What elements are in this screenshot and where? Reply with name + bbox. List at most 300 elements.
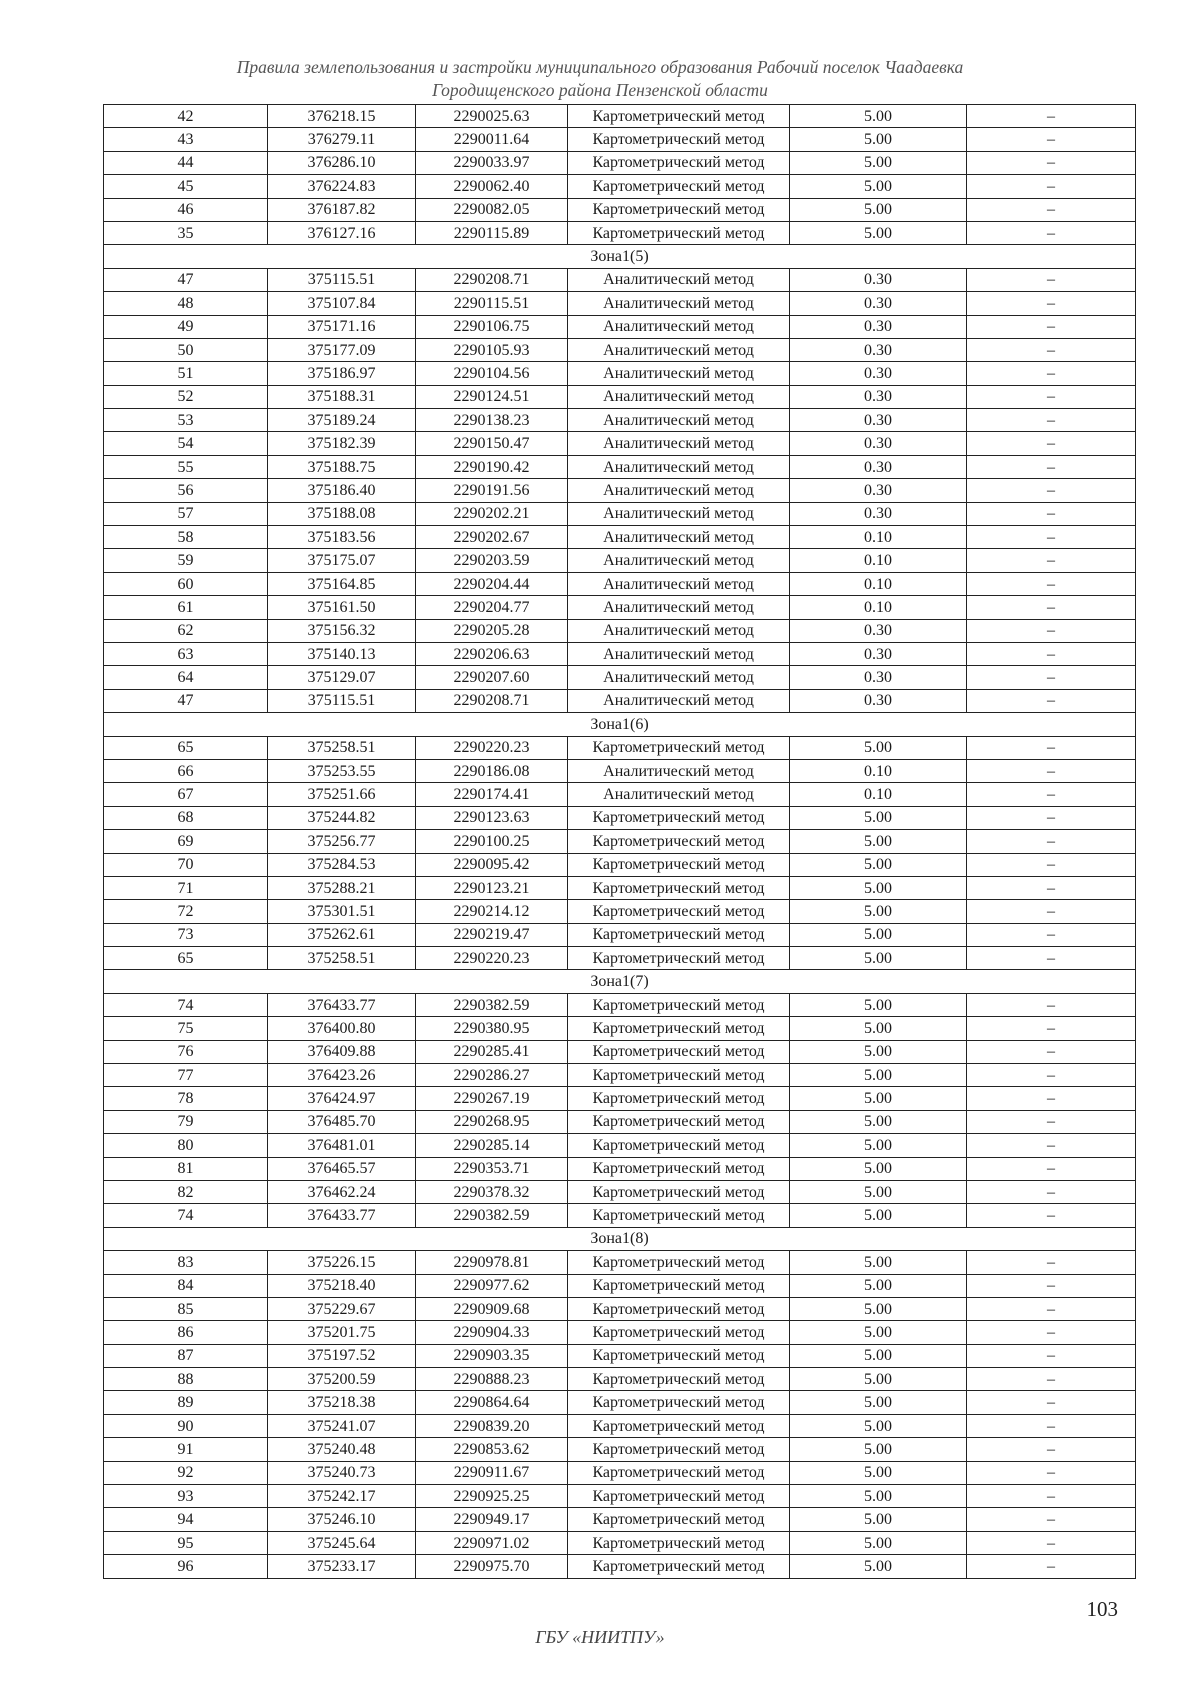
description-cell: – <box>967 666 1136 689</box>
x-coordinate-cell: 376279.11 <box>268 128 416 151</box>
point-number-cell: 58 <box>104 526 268 549</box>
y-coordinate-cell: 2290204.44 <box>416 572 568 595</box>
method-cell: Картометрический метод <box>568 1204 790 1227</box>
point-number-cell: 57 <box>104 502 268 525</box>
zone-header-row <box>104 713 1136 736</box>
method-cell: Аналитический метод <box>568 432 790 455</box>
description-cell: – <box>967 947 1136 970</box>
table-row <box>104 1110 1136 1133</box>
point-number-cell: 63 <box>104 642 268 665</box>
description-cell: – <box>967 1040 1136 1063</box>
point-number-cell: 73 <box>104 923 268 946</box>
description-cell: – <box>967 642 1136 665</box>
y-coordinate-cell: 2290150.47 <box>416 432 568 455</box>
y-coordinate-cell: 2290203.59 <box>416 549 568 572</box>
y-coordinate-cell: 2290888.23 <box>416 1368 568 1391</box>
method-cell: Аналитический метод <box>568 479 790 502</box>
method-cell: Аналитический метод <box>568 292 790 315</box>
x-coordinate-cell: 375189.24 <box>268 409 416 432</box>
description-cell: – <box>967 385 1136 408</box>
point-number-cell: 45 <box>104 175 268 198</box>
x-coordinate-cell: 375186.40 <box>268 479 416 502</box>
x-coordinate-cell: 376433.77 <box>268 993 416 1016</box>
zone-label: Зона1(8) <box>104 1227 1136 1250</box>
accuracy-cell: 5.00 <box>790 151 967 174</box>
method-cell: Картометрический метод <box>568 947 790 970</box>
table-row <box>104 900 1136 923</box>
method-cell: Картометрический метод <box>568 1485 790 1508</box>
accuracy-cell: 0.30 <box>790 315 967 338</box>
accuracy-cell: 0.10 <box>790 759 967 782</box>
y-coordinate-cell: 2290971.02 <box>416 1531 568 1554</box>
point-number-cell: 77 <box>104 1064 268 1087</box>
table-row <box>104 666 1136 689</box>
page-footer: ГБУ «НИИТПУ» <box>535 1627 665 1647</box>
method-cell: Аналитический метод <box>568 362 790 385</box>
x-coordinate-cell: 375171.16 <box>268 315 416 338</box>
description-cell: – <box>967 923 1136 946</box>
point-number-cell: 70 <box>104 853 268 876</box>
method-cell: Аналитический метод <box>568 549 790 572</box>
method-cell: Аналитический метод <box>568 689 790 712</box>
description-cell: – <box>967 1368 1136 1391</box>
header-line-2: Городищенского района Пензенской области <box>432 80 768 100</box>
accuracy-cell: 5.00 <box>790 1344 967 1367</box>
table-row <box>104 479 1136 502</box>
x-coordinate-cell: 375256.77 <box>268 830 416 853</box>
description-cell: – <box>967 689 1136 712</box>
table-row <box>104 1438 1136 1461</box>
method-cell: Аналитический метод <box>568 596 790 619</box>
y-coordinate-cell: 2290214.12 <box>416 900 568 923</box>
accuracy-cell: 5.00 <box>790 1180 967 1203</box>
point-number-cell: 47 <box>104 689 268 712</box>
zone-header-row <box>104 245 1136 268</box>
x-coordinate-cell: 375188.08 <box>268 502 416 525</box>
x-coordinate-cell: 375244.82 <box>268 806 416 829</box>
accuracy-cell: 0.10 <box>790 783 967 806</box>
x-coordinate-cell: 376433.77 <box>268 1204 416 1227</box>
y-coordinate-cell: 2290904.33 <box>416 1321 568 1344</box>
table-row <box>104 1251 1136 1274</box>
table-row <box>104 1157 1136 1180</box>
y-coordinate-cell: 2290220.23 <box>416 736 568 759</box>
description-cell: – <box>967 1134 1136 1157</box>
x-coordinate-cell: 375241.07 <box>268 1414 416 1437</box>
table-row <box>104 572 1136 595</box>
x-coordinate-cell: 375186.97 <box>268 362 416 385</box>
table-row <box>104 151 1136 174</box>
accuracy-cell: 5.00 <box>790 806 967 829</box>
x-coordinate-cell: 375240.73 <box>268 1461 416 1484</box>
y-coordinate-cell: 2290220.23 <box>416 947 568 970</box>
table-row <box>104 315 1136 338</box>
y-coordinate-cell: 2290190.42 <box>416 455 568 478</box>
method-cell: Картометрический метод <box>568 1391 790 1414</box>
description-cell: – <box>967 806 1136 829</box>
y-coordinate-cell: 2290206.63 <box>416 642 568 665</box>
method-cell: Картометрический метод <box>568 1297 790 1320</box>
method-cell: Аналитический метод <box>568 526 790 549</box>
accuracy-cell: 0.30 <box>790 642 967 665</box>
y-coordinate-cell: 2290353.71 <box>416 1157 568 1180</box>
method-cell: Аналитический метод <box>568 572 790 595</box>
description-cell: – <box>967 759 1136 782</box>
method-cell: Картометрический метод <box>568 1508 790 1531</box>
accuracy-cell: 5.00 <box>790 1531 967 1554</box>
y-coordinate-cell: 2290925.25 <box>416 1485 568 1508</box>
y-coordinate-cell: 2290978.81 <box>416 1251 568 1274</box>
x-coordinate-cell: 375200.59 <box>268 1368 416 1391</box>
point-number-cell: 69 <box>104 830 268 853</box>
x-coordinate-cell: 375240.48 <box>268 1438 416 1461</box>
x-coordinate-cell: 375156.32 <box>268 619 416 642</box>
description-cell: – <box>967 619 1136 642</box>
accuracy-cell: 5.00 <box>790 1485 967 1508</box>
point-number-cell: 90 <box>104 1414 268 1437</box>
x-coordinate-cell: 375197.52 <box>268 1344 416 1367</box>
y-coordinate-cell: 2290975.70 <box>416 1555 568 1578</box>
method-cell: Аналитический метод <box>568 783 790 806</box>
method-cell: Картометрический метод <box>568 1134 790 1157</box>
point-number-cell: 74 <box>104 1204 268 1227</box>
x-coordinate-cell: 376286.10 <box>268 151 416 174</box>
description-cell: – <box>967 1321 1136 1344</box>
point-number-cell: 60 <box>104 572 268 595</box>
description-cell: – <box>967 1344 1136 1367</box>
point-number-cell: 94 <box>104 1508 268 1531</box>
x-coordinate-cell: 375284.53 <box>268 853 416 876</box>
accuracy-cell: 5.00 <box>790 1204 967 1227</box>
point-number-cell: 68 <box>104 806 268 829</box>
y-coordinate-cell: 2290911.67 <box>416 1461 568 1484</box>
table-row <box>104 689 1136 712</box>
table-row <box>104 1368 1136 1391</box>
x-coordinate-cell: 375258.51 <box>268 736 416 759</box>
point-number-cell: 66 <box>104 759 268 782</box>
method-cell: Картометрический метод <box>568 1555 790 1578</box>
y-coordinate-cell: 2290186.08 <box>416 759 568 782</box>
point-number-cell: 87 <box>104 1344 268 1367</box>
point-number-cell: 42 <box>104 105 268 128</box>
point-number-cell: 67 <box>104 783 268 806</box>
accuracy-cell: 5.00 <box>790 1438 967 1461</box>
x-coordinate-cell: 376485.70 <box>268 1110 416 1133</box>
page-header <box>0 56 1200 102</box>
accuracy-cell: 5.00 <box>790 198 967 221</box>
page-number: 103 <box>1086 1597 1118 1621</box>
description-cell: – <box>967 502 1136 525</box>
table-row <box>104 1017 1136 1040</box>
accuracy-cell: 5.00 <box>790 1040 967 1063</box>
x-coordinate-cell: 375258.51 <box>268 947 416 970</box>
y-coordinate-cell: 2290138.23 <box>416 409 568 432</box>
y-coordinate-cell: 2290285.41 <box>416 1040 568 1063</box>
table-row <box>104 1064 1136 1087</box>
point-number-cell: 86 <box>104 1321 268 1344</box>
table-row <box>104 526 1136 549</box>
point-number-cell: 59 <box>104 549 268 572</box>
y-coordinate-cell: 2290219.47 <box>416 923 568 946</box>
method-cell: Картометрический метод <box>568 198 790 221</box>
description-cell: – <box>967 455 1136 478</box>
point-number-cell: 35 <box>104 221 268 244</box>
table-row <box>104 1461 1136 1484</box>
accuracy-cell: 5.00 <box>790 1555 967 1578</box>
accuracy-cell: 0.30 <box>790 268 967 291</box>
x-coordinate-cell: 376224.83 <box>268 175 416 198</box>
x-coordinate-cell: 375182.39 <box>268 432 416 455</box>
method-cell: Аналитический метод <box>568 409 790 432</box>
method-cell: Картометрический метод <box>568 923 790 946</box>
table-row <box>104 455 1136 478</box>
x-coordinate-cell: 375107.84 <box>268 292 416 315</box>
table-row <box>104 806 1136 829</box>
description-cell: – <box>967 1531 1136 1554</box>
point-number-cell: 83 <box>104 1251 268 1274</box>
description-cell: – <box>967 1251 1136 1274</box>
accuracy-cell: 0.10 <box>790 526 967 549</box>
point-number-cell: 88 <box>104 1368 268 1391</box>
x-coordinate-cell: 375251.66 <box>268 783 416 806</box>
accuracy-cell: 0.10 <box>790 596 967 619</box>
description-cell: – <box>967 572 1136 595</box>
method-cell: Аналитический метод <box>568 315 790 338</box>
x-coordinate-cell: 375188.31 <box>268 385 416 408</box>
table-row <box>104 432 1136 455</box>
table-row <box>104 1180 1136 1203</box>
point-number-cell: 43 <box>104 128 268 151</box>
accuracy-cell: 5.00 <box>790 1297 967 1320</box>
table-row <box>104 1531 1136 1554</box>
accuracy-cell: 5.00 <box>790 1087 967 1110</box>
y-coordinate-cell: 2290124.51 <box>416 385 568 408</box>
method-cell: Аналитический метод <box>568 455 790 478</box>
method-cell: Картометрический метод <box>568 1344 790 1367</box>
description-cell: – <box>967 1204 1136 1227</box>
method-cell: Аналитический метод <box>568 338 790 361</box>
table-row <box>104 221 1136 244</box>
y-coordinate-cell: 2290202.67 <box>416 526 568 549</box>
table-row <box>104 292 1136 315</box>
description-cell: – <box>967 1438 1136 1461</box>
point-number-cell: 64 <box>104 666 268 689</box>
accuracy-cell: 5.00 <box>790 1508 967 1531</box>
point-number-cell: 92 <box>104 1461 268 1484</box>
description-cell: – <box>967 736 1136 759</box>
point-number-cell: 75 <box>104 1017 268 1040</box>
table-row <box>104 876 1136 899</box>
x-coordinate-cell: 375301.51 <box>268 900 416 923</box>
method-cell: Аналитический метод <box>568 385 790 408</box>
method-cell: Картометрический метод <box>568 1368 790 1391</box>
accuracy-cell: 5.00 <box>790 1461 967 1484</box>
table-row <box>104 1274 1136 1297</box>
y-coordinate-cell: 2290378.32 <box>416 1180 568 1203</box>
point-number-cell: 50 <box>104 338 268 361</box>
point-number-cell: 91 <box>104 1438 268 1461</box>
point-number-cell: 72 <box>104 900 268 923</box>
method-cell: Картометрический метод <box>568 1251 790 1274</box>
table-row <box>104 783 1136 806</box>
table-row <box>104 1344 1136 1367</box>
x-coordinate-cell: 376400.80 <box>268 1017 416 1040</box>
x-coordinate-cell: 376127.16 <box>268 221 416 244</box>
table-row <box>104 736 1136 759</box>
point-number-cell: 48 <box>104 292 268 315</box>
y-coordinate-cell: 2290100.25 <box>416 830 568 853</box>
method-cell: Картометрический метод <box>568 151 790 174</box>
method-cell: Аналитический метод <box>568 642 790 665</box>
description-cell: – <box>967 1391 1136 1414</box>
point-number-cell: 76 <box>104 1040 268 1063</box>
table-row <box>104 128 1136 151</box>
point-number-cell: 80 <box>104 1134 268 1157</box>
accuracy-cell: 5.00 <box>790 1157 967 1180</box>
y-coordinate-cell: 2290204.77 <box>416 596 568 619</box>
point-number-cell: 93 <box>104 1485 268 1508</box>
accuracy-cell: 0.10 <box>790 549 967 572</box>
method-cell: Картометрический метод <box>568 1017 790 1040</box>
accuracy-cell: 5.00 <box>790 1134 967 1157</box>
x-coordinate-cell: 375201.75 <box>268 1321 416 1344</box>
accuracy-cell: 5.00 <box>790 221 967 244</box>
zone-label: Зона1(7) <box>104 970 1136 993</box>
description-cell: – <box>967 1087 1136 1110</box>
method-cell: Аналитический метод <box>568 268 790 291</box>
table-row <box>104 1485 1136 1508</box>
table-row <box>104 409 1136 432</box>
point-number-cell: 78 <box>104 1087 268 1110</box>
description-cell: – <box>967 1485 1136 1508</box>
table-row <box>104 175 1136 198</box>
accuracy-cell: 0.30 <box>790 292 967 315</box>
y-coordinate-cell: 2290267.19 <box>416 1087 568 1110</box>
x-coordinate-cell: 375246.10 <box>268 1508 416 1531</box>
description-cell: – <box>967 409 1136 432</box>
point-number-cell: 49 <box>104 315 268 338</box>
accuracy-cell: 5.00 <box>790 993 967 1016</box>
x-coordinate-cell: 375229.67 <box>268 1297 416 1320</box>
description-cell: – <box>967 853 1136 876</box>
table-row <box>104 1391 1136 1414</box>
description-cell: – <box>967 128 1136 151</box>
description-cell: – <box>967 105 1136 128</box>
description-cell: – <box>967 221 1136 244</box>
x-coordinate-cell: 376481.01 <box>268 1134 416 1157</box>
table-row <box>104 923 1136 946</box>
method-cell: Картометрический метод <box>568 853 790 876</box>
description-cell: – <box>967 876 1136 899</box>
method-cell: Картометрический метод <box>568 993 790 1016</box>
description-cell: – <box>967 830 1136 853</box>
x-coordinate-cell: 375218.40 <box>268 1274 416 1297</box>
zone-label: Зона1(6) <box>104 713 1136 736</box>
accuracy-cell: 5.00 <box>790 1017 967 1040</box>
description-cell: – <box>967 1110 1136 1133</box>
point-number-cell: 54 <box>104 432 268 455</box>
point-number-cell: 74 <box>104 993 268 1016</box>
y-coordinate-cell: 2290864.64 <box>416 1391 568 1414</box>
table-row <box>104 853 1136 876</box>
accuracy-cell: 5.00 <box>790 175 967 198</box>
method-cell: Картометрический метод <box>568 1461 790 1484</box>
description-cell: – <box>967 479 1136 502</box>
point-number-cell: 89 <box>104 1391 268 1414</box>
header-line-1: Правила землепользования и застройки муниципального образования Рабочий поселок Чаадаевка <box>236 57 964 77</box>
method-cell: Картометрический метод <box>568 876 790 899</box>
y-coordinate-cell: 2290909.68 <box>416 1297 568 1320</box>
y-coordinate-cell: 2290105.93 <box>416 338 568 361</box>
accuracy-cell: 0.30 <box>790 409 967 432</box>
method-cell: Картометрический метод <box>568 128 790 151</box>
x-coordinate-cell: 375188.75 <box>268 455 416 478</box>
method-cell: Картометрический метод <box>568 1110 790 1133</box>
accuracy-cell: 5.00 <box>790 105 967 128</box>
point-number-cell: 71 <box>104 876 268 899</box>
y-coordinate-cell: 2290382.59 <box>416 993 568 1016</box>
x-coordinate-cell: 375218.38 <box>268 1391 416 1414</box>
description-cell: – <box>967 362 1136 385</box>
table-row <box>104 619 1136 642</box>
method-cell: Картометрический метод <box>568 1531 790 1554</box>
x-coordinate-cell: 375288.21 <box>268 876 416 899</box>
y-coordinate-cell: 2290123.63 <box>416 806 568 829</box>
method-cell: Картометрический метод <box>568 830 790 853</box>
y-coordinate-cell: 2290286.27 <box>416 1064 568 1087</box>
method-cell: Картометрический метод <box>568 1274 790 1297</box>
table-row <box>104 993 1136 1016</box>
x-coordinate-cell: 375233.17 <box>268 1555 416 1578</box>
table-row <box>104 642 1136 665</box>
description-cell: – <box>967 783 1136 806</box>
method-cell: Аналитический метод <box>568 502 790 525</box>
description-cell: – <box>967 315 1136 338</box>
point-number-cell: 96 <box>104 1555 268 1578</box>
accuracy-cell: 5.00 <box>790 1391 967 1414</box>
y-coordinate-cell: 2290115.89 <box>416 221 568 244</box>
description-cell: – <box>967 1414 1136 1437</box>
table-row <box>104 105 1136 128</box>
point-number-cell: 95 <box>104 1531 268 1554</box>
zone-header-row <box>104 1227 1136 1250</box>
y-coordinate-cell: 2290202.21 <box>416 502 568 525</box>
table-row <box>104 338 1136 361</box>
x-coordinate-cell: 376409.88 <box>268 1040 416 1063</box>
table-row <box>104 1297 1136 1320</box>
y-coordinate-cell: 2290025.63 <box>416 105 568 128</box>
description-cell: – <box>967 292 1136 315</box>
point-number-cell: 46 <box>104 198 268 221</box>
x-coordinate-cell: 375175.07 <box>268 549 416 572</box>
point-number-cell: 55 <box>104 455 268 478</box>
y-coordinate-cell: 2290207.60 <box>416 666 568 689</box>
point-number-cell: 85 <box>104 1297 268 1320</box>
y-coordinate-cell: 2290062.40 <box>416 175 568 198</box>
description-cell: – <box>967 1274 1136 1297</box>
x-coordinate-cell: 376218.15 <box>268 105 416 128</box>
y-coordinate-cell: 2290903.35 <box>416 1344 568 1367</box>
table-row <box>104 362 1136 385</box>
y-coordinate-cell: 2290839.20 <box>416 1414 568 1437</box>
table-row <box>104 947 1136 970</box>
description-cell: – <box>967 549 1136 572</box>
y-coordinate-cell: 2290949.17 <box>416 1508 568 1531</box>
point-number-cell: 51 <box>104 362 268 385</box>
accuracy-cell: 0.10 <box>790 572 967 595</box>
accuracy-cell: 5.00 <box>790 1064 967 1087</box>
x-coordinate-cell: 375161.50 <box>268 596 416 619</box>
